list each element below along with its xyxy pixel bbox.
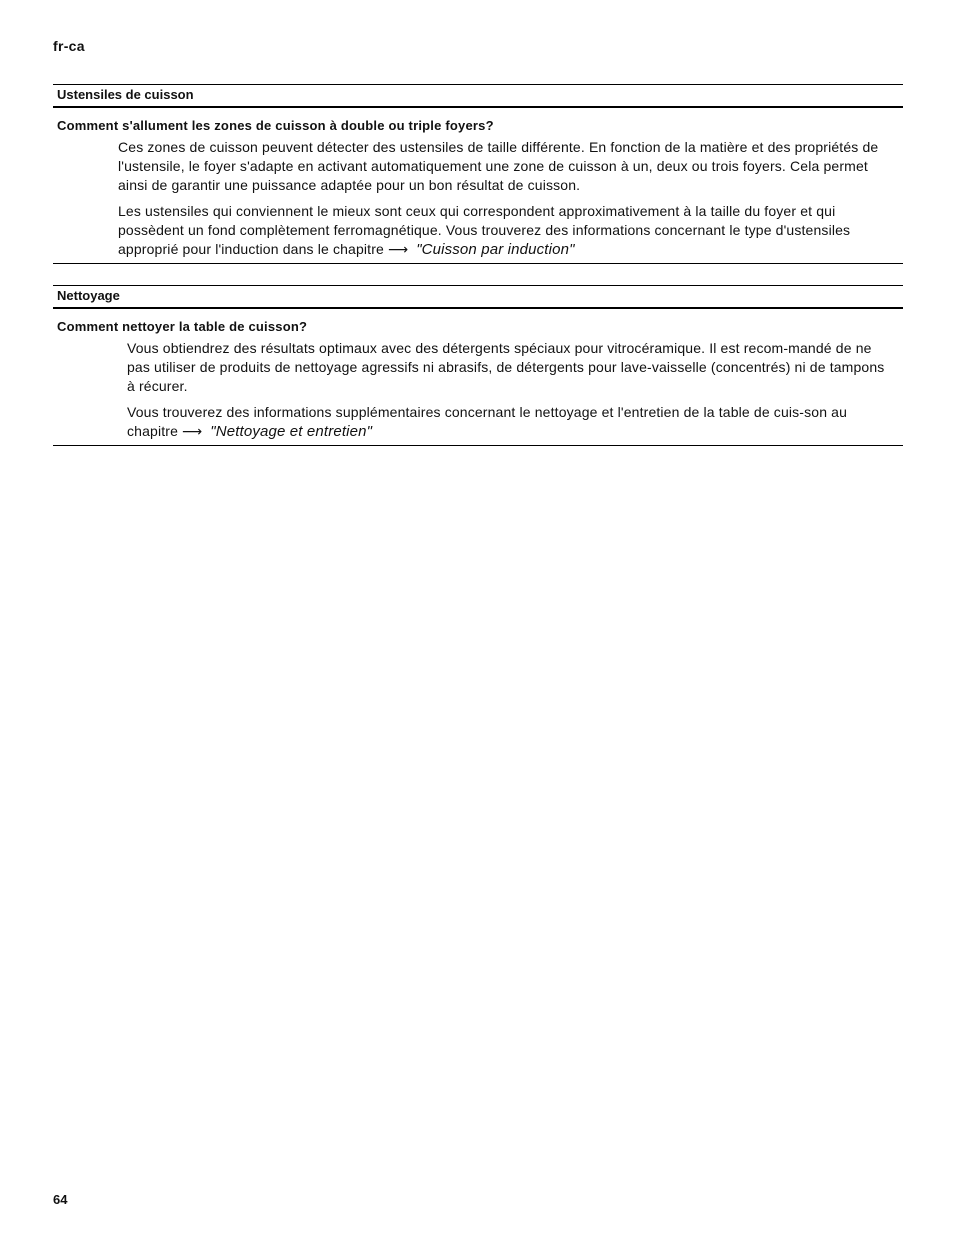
arrow-right-icon: ⟶ <box>182 423 203 439</box>
language-code: fr-ca <box>53 38 85 54</box>
answer-paragraph-with-reference <box>53 403 903 441</box>
answer-paragraph: Vous obtiendrez des résultats optimaux avec des détergents spéciaux pour vitrocéramique. Il est recom-mandé de ne pas utiliser de produits de nettoyage agressifs ni abrasifs, de détergents pour lave-vaisselle (concentrés) ni de tampons à récurer. <box>127 340 885 394</box>
arrow-right-icon: ⟶ <box>387 241 409 257</box>
page-number: 64 <box>53 1192 68 1207</box>
question-heading: Comment nettoyer la table de cuisson? <box>57 319 308 334</box>
paragraph-text: Les ustensiles qui conviennent le mieux sont ceux qui correspondent approximativement à la taille du foyer et qui possèdent un fond complètement ferromagnétique. Vous trouverez des informations concernant le type d'ustensiles approprié pour l'induction dans le chapitre <box>118 203 851 257</box>
paragraph-text: Vous trouverez des informations supplémentaires concernant le nettoyage et l'entretien de la table de cuis-son au chapitre <box>127 404 848 439</box>
section-divider <box>53 445 903 446</box>
section-title: Nettoyage <box>53 285 903 309</box>
chapter-reference-link[interactable]: "Nettoyage et entretien" <box>210 423 373 440</box>
chapter-reference-link[interactable]: "Cuisson par induction" <box>416 241 575 258</box>
section-divider <box>53 263 903 264</box>
question-heading: Comment s'allument les zones de cuisson à double ou triple foyers? <box>57 118 494 133</box>
answer-paragraph-with-reference <box>53 202 903 259</box>
answer-paragraph: Ces zones de cuisson peuvent détecter des ustensiles de taille différente. En fonction de la matière et des propriétés de l'ustensile, le foyer s'adapte en activant automatiquement une zone de cuisson à un, deux ou trois foyers. Cela permet ainsi de garantir une puissance adaptée pour un bon résultat de cuisson. <box>118 139 879 193</box>
section-ustensiles <box>53 84 903 264</box>
section-nettoyage <box>53 285 903 446</box>
section-title: Ustensiles de cuisson <box>53 84 903 108</box>
